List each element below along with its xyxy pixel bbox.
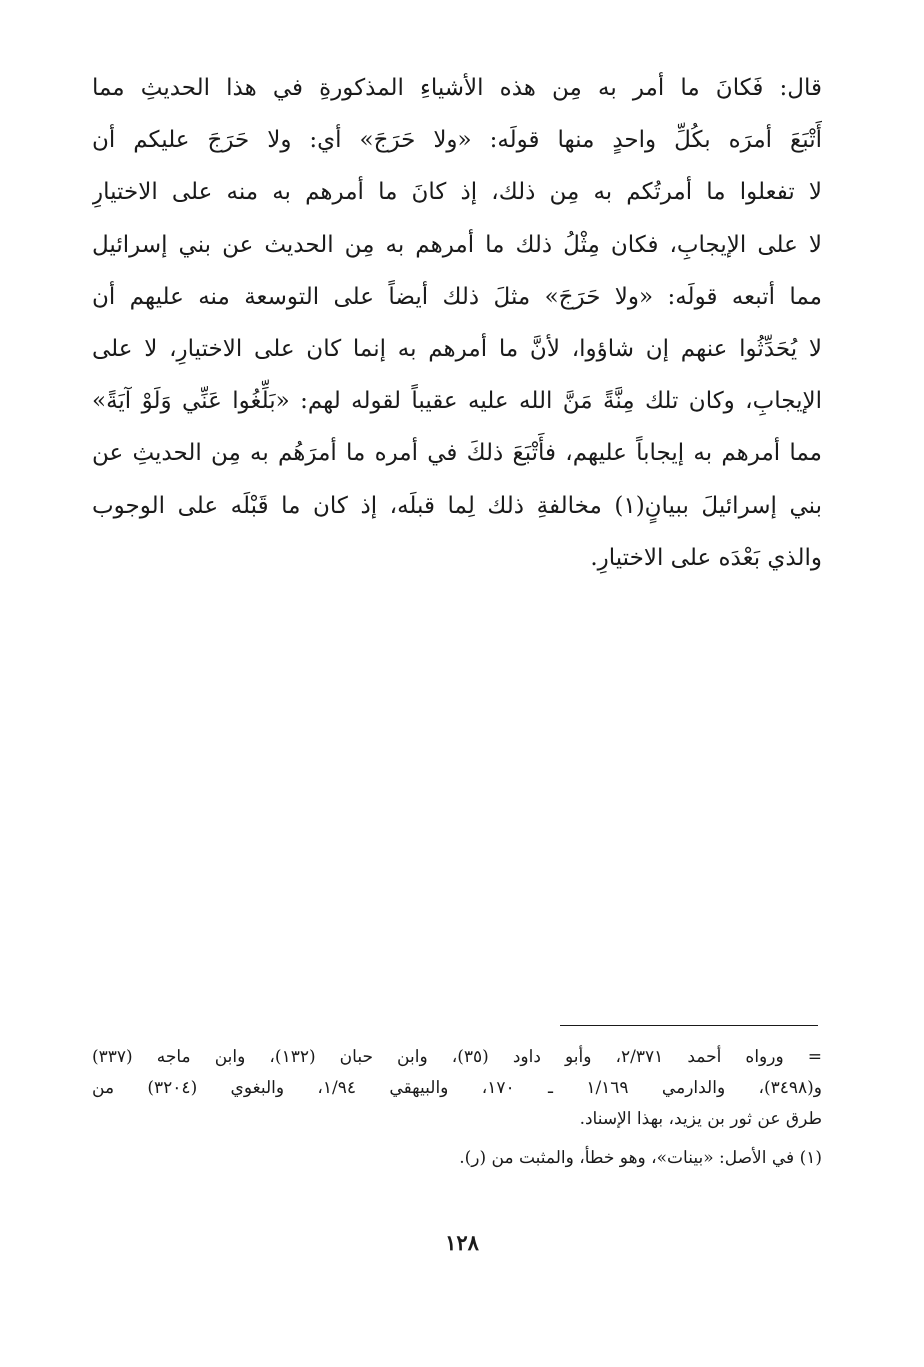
footnote-1: (١) في الأصل: «بينات»، وهو خطأ، والمثبت من (ر). xyxy=(459,1148,822,1168)
body-line: مما أمرهم به إيجاباً عليهم، فأَتْبَعَ ذلكَ في أمره ما أمرَهُم به مِن الحديثِ عن xyxy=(92,440,822,467)
footnote-continuation-line: طرق عن ثور بن يزيد، بهذا الإسناد. xyxy=(579,1109,822,1129)
footnote-continuation-line: و(٣٤٩٨)، والدارمي ١/١٦٩ ـ ١٧٠، والبيهقي ١/٩٤، والبغوي (٣٢٠٤) من xyxy=(92,1078,822,1098)
body-line: لا يُحَدِّثُوا عنهم إن شاؤوا، لأنَّ ما أمرهم به إنما كان على الاختيارِ، لا على xyxy=(92,335,822,362)
body-line: أَتْبَعَ أمرَه بكُلِّ واحدٍ منها قولَه: «ولا حَرَجَ» أي: ولا حَرَجَ عليكم أن xyxy=(92,127,822,154)
footnotes xyxy=(92,1042,822,1174)
body-line: والذي بَعْدَه على الاختيارِ. xyxy=(590,544,822,571)
body-line: قال: فَكانَ ما أمر به مِن هذه الأشياءِ المذكورةِ في هذا الحديثِ مما xyxy=(92,75,822,101)
footnote-separator xyxy=(560,1025,818,1026)
body-line: الإيجابِ، وكان تلك مِنَّةً مَنَّ الله عليه عقيباً لقوله لهم: «بَلِّغُوا عَنِّي وَلَوْ آيَةً» xyxy=(92,388,822,415)
body-line: لا على الإيجابِ، فكان مِثْلُ ذلك ما أمرهم به مِن الحديث عن بني إسرائيل xyxy=(92,231,822,258)
footnote-gap xyxy=(92,1135,822,1143)
page-number: ١٢٨ xyxy=(445,1230,479,1255)
main-body-text xyxy=(92,62,822,584)
body-line: لا تفعلوا ما أمرتُكم به مِن ذلك، إذ كانَ ما أمرهم به منه على الاختيارِ xyxy=(92,179,822,206)
body-line: بني إسرائيلَ ببيانٍ(١) مخالفةِ ذلك لِما قبلَه، إذ كان ما قَبْلَه على الوجوب xyxy=(92,492,822,519)
body-line: مما أتبعه قولَه: «ولا حَرَجَ» مثلَ ذلك أيضاً على التوسعة منه عليهم أن xyxy=(92,283,822,310)
footnote-continuation-line: = ورواه أحمد ٢/٣٧١، وأبو داود (٣٥)، وابن حبان (١٣٢)، وابن ماجه (٣٣٧) xyxy=(92,1047,822,1067)
